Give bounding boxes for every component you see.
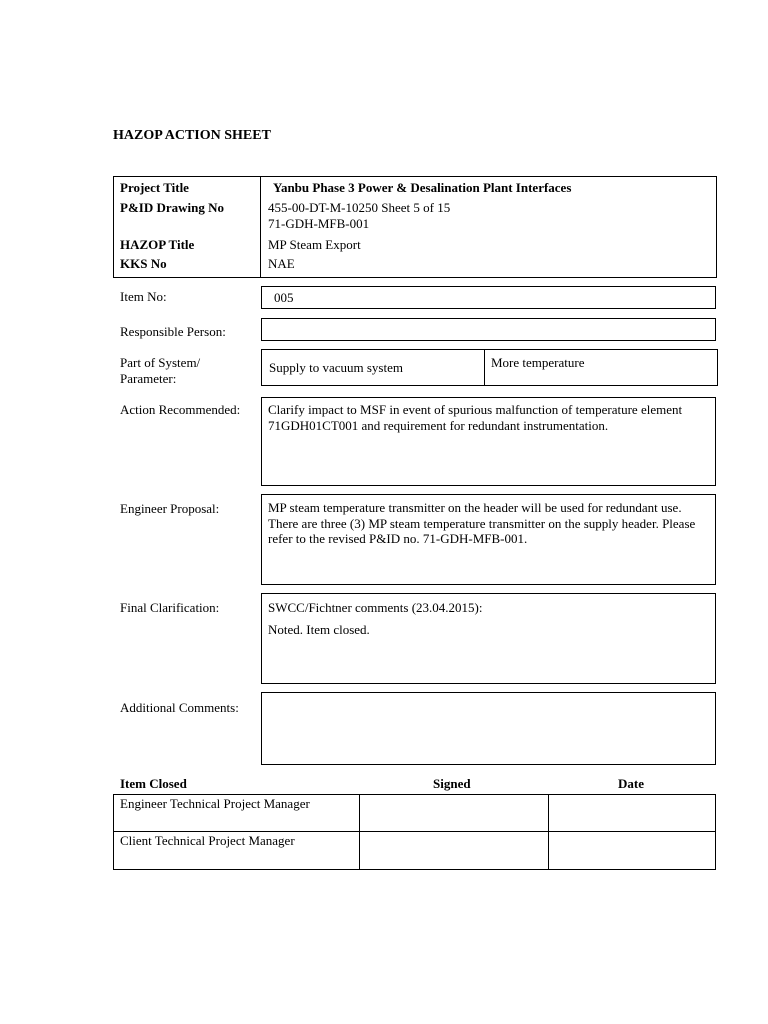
client-signed-cell[interactable] [360,832,548,869]
kks-label: KKS No [120,256,167,271]
project-title-value: Yanbu Phase 3 Power & Desalination Plant Interfaces [273,180,572,195]
date-header: Date [618,776,644,791]
closure-role-engineer: Engineer Technical Project Manager [120,796,310,811]
project-block-divider [260,176,261,278]
project-title-label: Project Title [120,180,189,195]
responsible-person-field[interactable] [261,318,716,341]
part-of-system-value: Supply to vacuum system [269,360,403,375]
engineer-date-cell[interactable] [549,795,715,831]
engineer-proposal-value: MP steam temperature transmitter on the header will be used for redundant use. There are three (3) MP steam temperature transmitter on the supply header. Please refer to the revised P&ID no. 71-GDH-MFB-001. [268,500,696,546]
closure-role-client: Client Technical Project Manager [120,833,295,848]
engineer-proposal-label: Engineer Proposal: [120,501,220,516]
item-no-label: Item No: [120,289,167,304]
engineer-proposal-field[interactable] [261,494,716,585]
signed-header: Signed [433,776,471,791]
hazop-title-value: MP Steam Export [268,237,361,252]
item-no-value: 005 [274,290,294,305]
part-of-system-field[interactable] [261,349,718,386]
action-recommended-value: Clarify impact to MSF in event of spurious malfunction of temperature element 71GDH01CT001 and requirement for redundant instrumentation. [268,402,683,433]
parameter-value: More temperature [491,355,585,370]
client-date-cell[interactable] [549,832,715,869]
pid-drawing-label: P&ID Drawing No [120,200,224,215]
pid-drawing-value-1: 455-00-DT-M-10250 Sheet 5 of 15 [268,200,451,215]
action-recommended-field[interactable] [261,397,716,486]
pid-drawing-value-2: 71-GDH-MFB-001 [268,216,370,231]
sheet-title: HAZOP ACTION SHEET [113,128,271,143]
final-clarification-value-1: SWCC/Fichtner comments (23.04.2015): [268,600,483,615]
hazop-title-label: HAZOP Title [120,237,195,252]
item-no-field[interactable] [261,286,716,309]
final-clarification-label: Final Clarification: [120,600,220,615]
item-closed-header: Item Closed [120,776,187,791]
additional-comments-label: Additional Comments: [120,700,239,715]
action-recommended-label: Action Recommended: [120,402,241,417]
kks-value: NAE [268,256,295,271]
part-parameter-divider [484,349,485,386]
final-clarification-value-2: Noted. Item closed. [268,622,370,637]
additional-comments-field[interactable] [261,692,716,765]
final-clarification-field[interactable] [261,593,716,684]
engineer-signed-cell[interactable] [360,795,548,831]
responsible-person-label: Responsible Person: [120,324,226,339]
part-of-system-label-2: Parameter: [120,371,177,386]
part-of-system-label-1: Part of System/ [120,355,201,370]
